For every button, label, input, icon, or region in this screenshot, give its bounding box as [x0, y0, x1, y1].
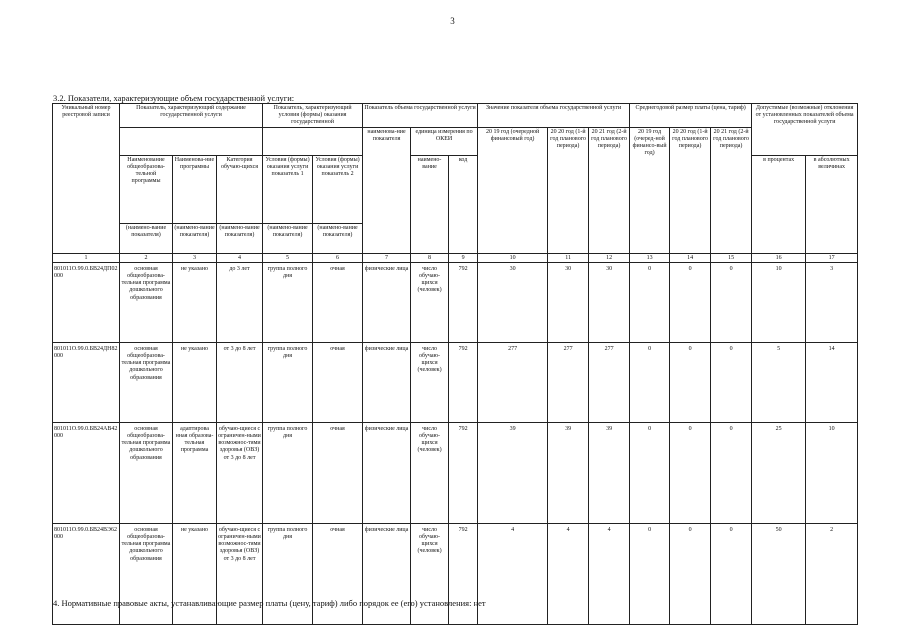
column-number: 5	[263, 254, 313, 263]
program-name-cell: адаптирова нная образова-тельная программа	[173, 423, 217, 524]
code-cell: 792	[449, 343, 478, 423]
condition1-cell: группа полного дня	[263, 423, 313, 524]
registry-number: 801011О.99.0.БВ24ДП02000	[53, 263, 120, 343]
value-year3: 39	[589, 423, 630, 524]
indicator-cell: физические лица	[363, 263, 411, 343]
price-year1: 0	[630, 423, 670, 524]
header-conditions-spacer	[263, 128, 363, 156]
column-number: 1	[53, 254, 120, 263]
condition2-cell: очная	[313, 423, 363, 524]
header-price-group: Среднегодовой размер платы (цена, тариф)	[630, 104, 752, 128]
registry-number: 801011О.99.0.БВ24ДН82000	[53, 343, 120, 423]
deviation-absolute: 10	[806, 423, 858, 524]
column-number: 2	[120, 254, 173, 263]
column-number: 16	[752, 254, 806, 263]
condition2-cell: очная	[313, 343, 363, 423]
header-col2-name: Наименование общеобразова-тельной программы	[120, 156, 173, 224]
code-cell: 792	[449, 423, 478, 524]
category-cell: обучаю-щиеся с ограничен-ными возможнос-тями здоровья (ОВЗ) от 3 до 8 лет	[217, 423, 263, 524]
table-row	[53, 263, 858, 343]
header-sub-name-6: (наимено-вание показателя)	[313, 224, 363, 254]
table-row	[53, 343, 858, 423]
price-year3: 0	[711, 343, 752, 423]
deviation-percent: 5	[752, 343, 806, 423]
unit-cell: число обучаю-щихся (человек)	[411, 524, 449, 625]
section-title: 3.2. Показатели, характеризующие объем государственной услуги:	[53, 93, 295, 103]
indicator-cell: физические лица	[363, 343, 411, 423]
header-unit-okei: единица измерения по ОКЕИ	[411, 128, 478, 156]
price-year3: 0	[711, 524, 752, 625]
header-conditions-group: Показатель, характеризующий условия (формы) оказания государственной	[263, 104, 363, 128]
header-year1-value: 20 19 год (очередной финансовый год)	[478, 128, 548, 254]
unit-cell: число обучаю-щихся (человек)	[411, 343, 449, 423]
category-cell: от 3 до 8 лет	[217, 343, 263, 423]
condition1-cell: группа полного дня	[263, 524, 313, 625]
header-col3-name: Наименова-ние программы	[173, 156, 217, 224]
page-number: 3	[450, 16, 455, 26]
column-number: 13	[630, 254, 670, 263]
column-number: 7	[363, 254, 411, 263]
condition1-cell: группа полного дня	[263, 343, 313, 423]
value-year3: 4	[589, 524, 630, 625]
category-cell: до 3 лет	[217, 263, 263, 343]
value-year3: 277	[589, 343, 630, 423]
price-year3: 0	[711, 263, 752, 343]
price-year3: 0	[711, 423, 752, 524]
header-year1-price: 20 19 год (очеред-ной финансо-вый год)	[630, 128, 670, 254]
category-cell: обучаю-щиеся с ограничен-ными возможнос-тями здоровья (ОВЗ) от 3 до 8 лет	[217, 524, 263, 625]
column-number: 10	[478, 254, 548, 263]
program-name-cell: не указано	[173, 263, 217, 343]
indicator-cell: физические лица	[363, 524, 411, 625]
price-year1: 0	[630, 343, 670, 423]
value-year1: 4	[478, 524, 548, 625]
column-number: 6	[313, 254, 363, 263]
value-year2: 4	[548, 524, 589, 625]
price-year2: 0	[670, 423, 711, 524]
column-number: 14	[670, 254, 711, 263]
header-sub-name-5: (наимено-вание показателя)	[263, 224, 313, 254]
column-number: 8	[411, 254, 449, 263]
price-year2: 0	[670, 524, 711, 625]
volume-indicators-table	[52, 103, 858, 625]
code-cell: 792	[449, 524, 478, 625]
program-cell: основная общеобразова-тельная программа дошкольного образования	[120, 524, 173, 625]
header-sub-name-3: (наимено-вание показателя)	[173, 224, 217, 254]
deviation-absolute: 3	[806, 263, 858, 343]
value-year2: 39	[548, 423, 589, 524]
deviation-percent: 25	[752, 423, 806, 524]
column-number: 9	[449, 254, 478, 263]
header-deviation-group: Допустимые (возможные) отклонения от установленных показателей объема государственной услуги	[752, 104, 858, 156]
condition2-cell: очная	[313, 524, 363, 625]
header-year2-value: 20 20 год (1-й год планового периода)	[548, 128, 589, 254]
table-row	[53, 423, 858, 524]
indicator-cell: физические лица	[363, 423, 411, 524]
header-absolute: в абсолютных величинах	[806, 156, 858, 254]
table-row	[53, 524, 858, 625]
header-year3-price: 20 21 год (2-й год планового периода)	[711, 128, 752, 254]
condition2-cell: очная	[313, 263, 363, 343]
program-name-cell: не указано	[173, 524, 217, 625]
column-number: 11	[548, 254, 589, 263]
column-number: 17	[806, 254, 858, 263]
unit-cell: число обучаю-щихся (человек)	[411, 263, 449, 343]
deviation-absolute: 2	[806, 524, 858, 625]
header-value-group: Значение показателя объема государственной услуги	[478, 104, 630, 128]
header-percent: в процентах	[752, 156, 806, 254]
program-cell: основная общеобразова-тельная программа дошкольного образования	[120, 423, 173, 524]
header-col4-name: Категория обучаю-щихся	[217, 156, 263, 224]
header-sub-name-2: (наимено-вание показателя)	[120, 224, 173, 254]
registry-number: 801011О.99.0.БВ24ВЭ62000	[53, 524, 120, 625]
unit-cell: число обучаю-щихся (человек)	[411, 423, 449, 524]
header-content-spacer	[120, 128, 263, 156]
registry-number: 801011О.99.0.БВ24АВ42000	[53, 423, 120, 524]
header-sub-name-4: (наимено-вание показателя)	[217, 224, 263, 254]
deviation-absolute: 14	[806, 343, 858, 423]
column-number: 15	[711, 254, 752, 263]
header-volume-group: Показатель объема государственной услуги	[363, 104, 478, 128]
header-indicator-name: наименова-ние показателя	[363, 128, 411, 254]
column-number: 3	[173, 254, 217, 263]
header-unit-name: наимено-вание	[411, 156, 449, 254]
column-number: 12	[589, 254, 630, 263]
header-col6-name: Условия (формы) оказания услуги показатель 2	[313, 156, 363, 224]
program-cell: основная общеобразова-тельная программа дошкольного образования	[120, 263, 173, 343]
value-year2: 30	[548, 263, 589, 343]
price-year1: 0	[630, 263, 670, 343]
price-year1: 0	[630, 524, 670, 625]
header-year3-value: 20 21 год (2-й год планового периода)	[589, 128, 630, 254]
deviation-percent: 50	[752, 524, 806, 625]
code-cell: 792	[449, 263, 478, 343]
header-content-group: Показатель, характеризующий содержание государственной услуги	[120, 104, 263, 128]
value-year1: 39	[478, 423, 548, 524]
footer-note: 4. Нормативные правовые акты, устанавливающие размер платы (цену, тариф) либо порядок ее (его) установления: нет	[53, 598, 486, 608]
condition1-cell: группа полного дня	[263, 263, 313, 343]
value-year3: 30	[589, 263, 630, 343]
price-year2: 0	[670, 263, 711, 343]
deviation-percent: 10	[752, 263, 806, 343]
header-col5-name: Условия (формы) оказания услуги показатель 1	[263, 156, 313, 224]
program-cell: основная общеобразова-тельная программа дошкольного образования	[120, 343, 173, 423]
value-year1: 30	[478, 263, 548, 343]
price-year2: 0	[670, 343, 711, 423]
program-name-cell: не указано	[173, 343, 217, 423]
column-numbers-row	[53, 254, 858, 263]
header-unit-code: код	[449, 156, 478, 254]
value-year1: 277	[478, 343, 548, 423]
column-number: 4	[217, 254, 263, 263]
value-year2: 277	[548, 343, 589, 423]
header-unique-number: Уникальный номер реестровой записи	[53, 104, 120, 254]
header-year2-price: 20 20 год (1-й год планового периода)	[670, 128, 711, 254]
